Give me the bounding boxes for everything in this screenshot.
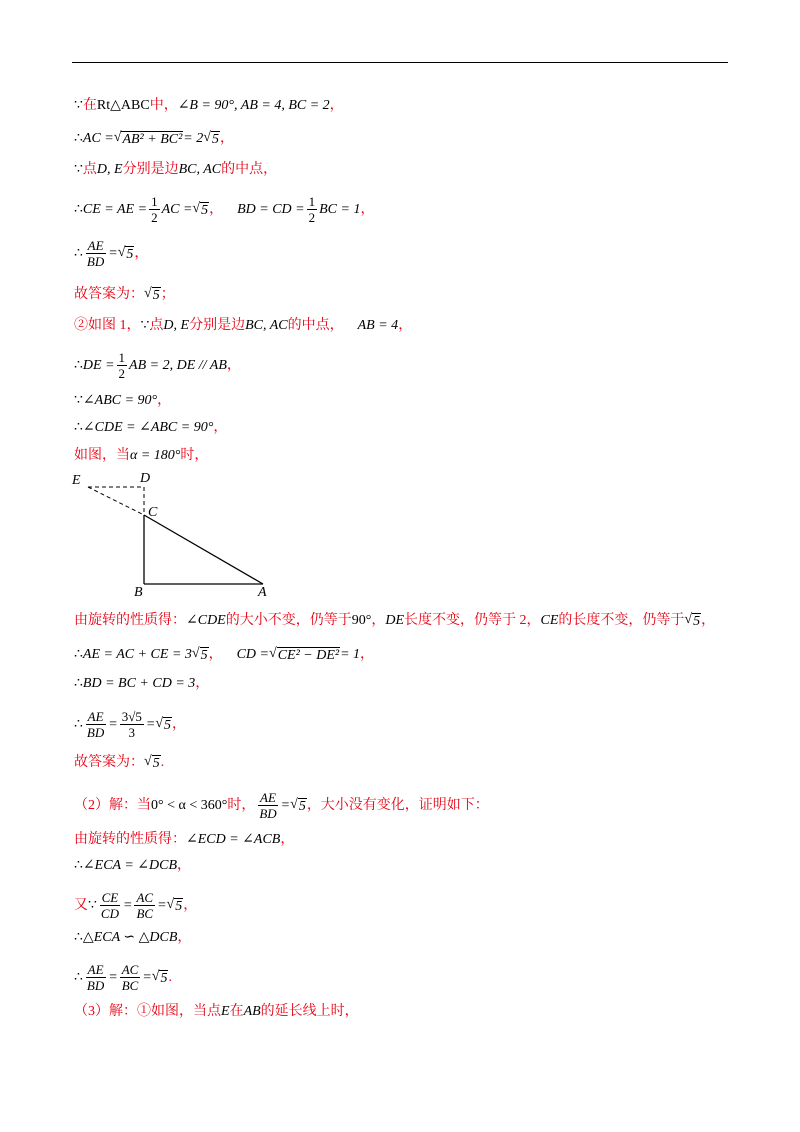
fraction: $\frac{AE}{BD}$ — [86, 709, 105, 740]
text-line-3: ∵ 点 D, E 分别是边 BC, AC 的中点， — [74, 162, 278, 177]
text-line-22: ∴ $\frac{AE}{BD}$ = $\frac{AC}{BC}$ = √ 5 . — [74, 962, 172, 993]
fraction: $\frac{1}{2}$ — [151, 194, 158, 225]
fraction: $\frac{CE}{CD}$ — [100, 890, 119, 921]
text-line-23: （3）解：①如图，当点 E 在 AB 的延长线上时， — [74, 1004, 359, 1019]
label-B: B — [134, 585, 143, 600]
triangle-figure — [66, 470, 286, 600]
sqrt: √ 5 — [684, 612, 701, 629]
header-rule — [72, 62, 728, 63]
sqrt: √ 5 — [144, 754, 160, 771]
text-line-9: ∵ ∠ABC = 90° ， — [74, 393, 172, 408]
text-line-19: ∴ ∠ECA = ∠DCB ， — [74, 858, 192, 873]
sqrt: √ 5 — [155, 715, 171, 733]
text-line-8: ∴ DE = $\frac{1}{2}$ AB = 2, DE // AB ， — [74, 350, 241, 381]
text-line-15: ∴ $\frac{AE}{BD}$ = $\frac{3√5}{3}$ = √ 5 ， — [74, 709, 186, 740]
text-line-1: ∵ 在 Rt△ABC 中， ∠B = 90°, AB = 4, BC = 2 ， — [74, 98, 344, 113]
fraction: $\frac{AC}{BC}$ — [136, 890, 154, 921]
sqrt: √ 5 — [166, 896, 183, 914]
sqrt: √ CE² − DE² — [269, 646, 340, 663]
label-A: A — [258, 585, 267, 600]
sqrt: √ 5 — [290, 796, 306, 814]
sqrt: √ 5 — [117, 244, 134, 262]
sqrt: √ AB² + BC² — [113, 130, 183, 147]
text-line-5: ∴ $\frac{AE}{BD}$ = √ 5 ， — [74, 238, 149, 269]
text-line-13: ∴ AE = AC + CE = 3 √ 5 ， CD = √ CE² − DE² = 1 ， — [74, 646, 375, 663]
sqrt: √ 5 — [144, 286, 160, 303]
sqrt: √ 5 — [203, 130, 219, 147]
text-line-6: 故答案为： √ 5 ； — [74, 286, 175, 303]
segment-CA — [144, 515, 263, 584]
fraction: $\frac{AE}{BD}$ — [86, 962, 105, 993]
fraction: $\frac{1}{2}$ — [308, 194, 316, 225]
text-line-2: ∴ AC = √ AB² + BC² = 2 √ 5 ， — [74, 130, 234, 147]
label-D: D — [140, 471, 151, 486]
text-line-18: 由旋转的性质得： ∠ECD = ∠ACB ， — [74, 832, 295, 847]
segment-EC — [88, 487, 144, 515]
text-line-4: ∴ CE = AE = $\frac{1}{2}$ AC = √ 5 ， BD = CD = $\frac{1}{2}$ BC = 1 ， — [74, 194, 375, 225]
text-line-11: 如图，当 α = 180° 时， — [74, 448, 209, 463]
fraction: $\frac{AE}{BD}$ — [86, 238, 105, 269]
text-line-21: ∴ △ECA ∽ △DCB ， — [74, 930, 192, 945]
sqrt: √ 5 — [151, 968, 168, 986]
text-line-10: ∴ ∠CDE = ∠ABC = 90° ， — [74, 420, 228, 435]
text-line-20: 又 ∵ $\frac{CE}{CD}$ = $\frac{AC}{BC}$ = √ 5 ， — [74, 890, 198, 921]
because-symbol: ∵ — [74, 98, 83, 113]
text-line-14: ∴ BD = BC + CD = 3 ， — [74, 676, 210, 691]
sqrt: √ 5 — [192, 200, 209, 218]
fraction: $\frac{AC}{BC}$ — [121, 962, 139, 993]
sqrt: √ 5 — [191, 646, 208, 663]
text-line-17: （2）解：当 0° < α < 360° 时， $\frac{AE}{BD}$ = √ 5 ，大小没有变化，证明如下： — [74, 790, 489, 821]
fraction: $\frac{3√5}{3}$ — [121, 709, 142, 740]
text-line-7: ②如图 1， ∵ 点 D, E 分别是边 BC, AC 的中点， AB = 4 ， — [74, 318, 413, 333]
fraction: $\frac{AE}{BD}$ — [259, 790, 277, 821]
label-C: C — [148, 505, 158, 520]
label-E: E — [72, 473, 81, 488]
fraction: $\frac{1}{2}$ — [118, 350, 126, 381]
text-line-16: 故答案为： √ 5 . — [74, 754, 165, 771]
text-line-12: 由旋转的性质得： ∠CDE 的大小不变，仍等于 90° ， DE 长度不变，仍等于 2， CE 的长度不变，仍等于 √ 5 ， — [74, 612, 716, 629]
